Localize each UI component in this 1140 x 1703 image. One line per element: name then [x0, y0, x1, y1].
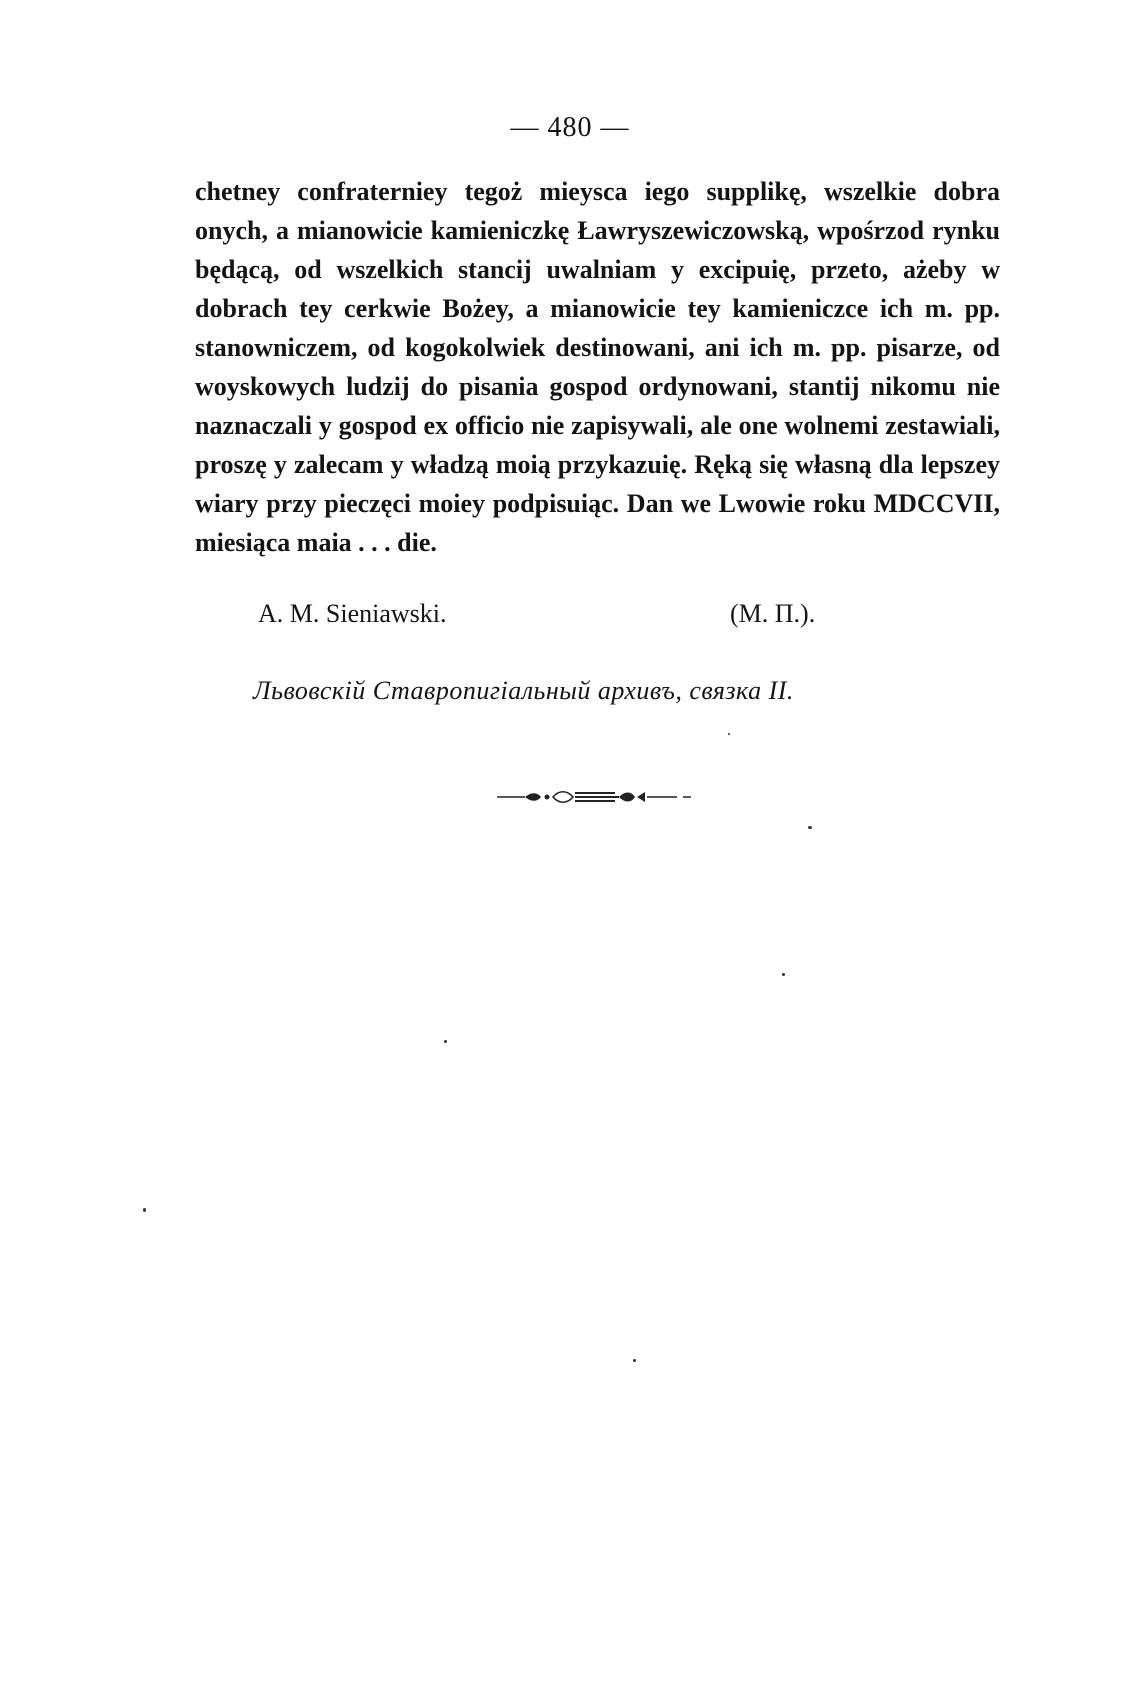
- signature-line: [0, 599, 1140, 639]
- document-body-text: chetney confraterniey tegoż mieysca iego supplikę, wszelkie dobra onych, a mianowicie kamieniczkę Ławryszewiczowską, wpośrzod rynku będącą, od wszelkich stancij uwalniam y excipuię, przeto, ażeby w dobrach tey cerkwie Bożey, a mianowicie tey kamieniczce ich m. pp. stanowniczem, od kogokolwiek destinowani, ani ich m. pp. pisarze, od woyskowych ludzij do pisania gospod ordynowani, stantij nikomu nie naznaczali y gospod ex officio nie zapisywali, ale one wolnemi zestawiali, proszę y zalecam y władzą moią przykazuię. Ręką się własną dla lepszey wiary przy pieczęci moiey podpisuiąc. Dan we Lwowie roku MDCCVII, miesiąca maia . . . die.: [195, 177, 1000, 557]
- paper-speck: [633, 1359, 636, 1362]
- paper-speck: [143, 1208, 146, 1212]
- signatory-name: A. M. Sieniawski.: [258, 599, 447, 628]
- archive-source-note: Львовскій Ставропигіальный архивъ, связка II.: [253, 676, 794, 705]
- seal-mark: (M. П.).: [730, 599, 816, 628]
- paper-speck: [728, 733, 730, 735]
- decorative-flourish-icon: [495, 786, 695, 808]
- ornament-divider: [495, 786, 695, 813]
- paper-speck: [782, 973, 785, 976]
- page-number: — 480 —: [510, 112, 630, 143]
- paper-speck: [808, 826, 812, 829]
- paper-speck: [444, 1040, 447, 1043]
